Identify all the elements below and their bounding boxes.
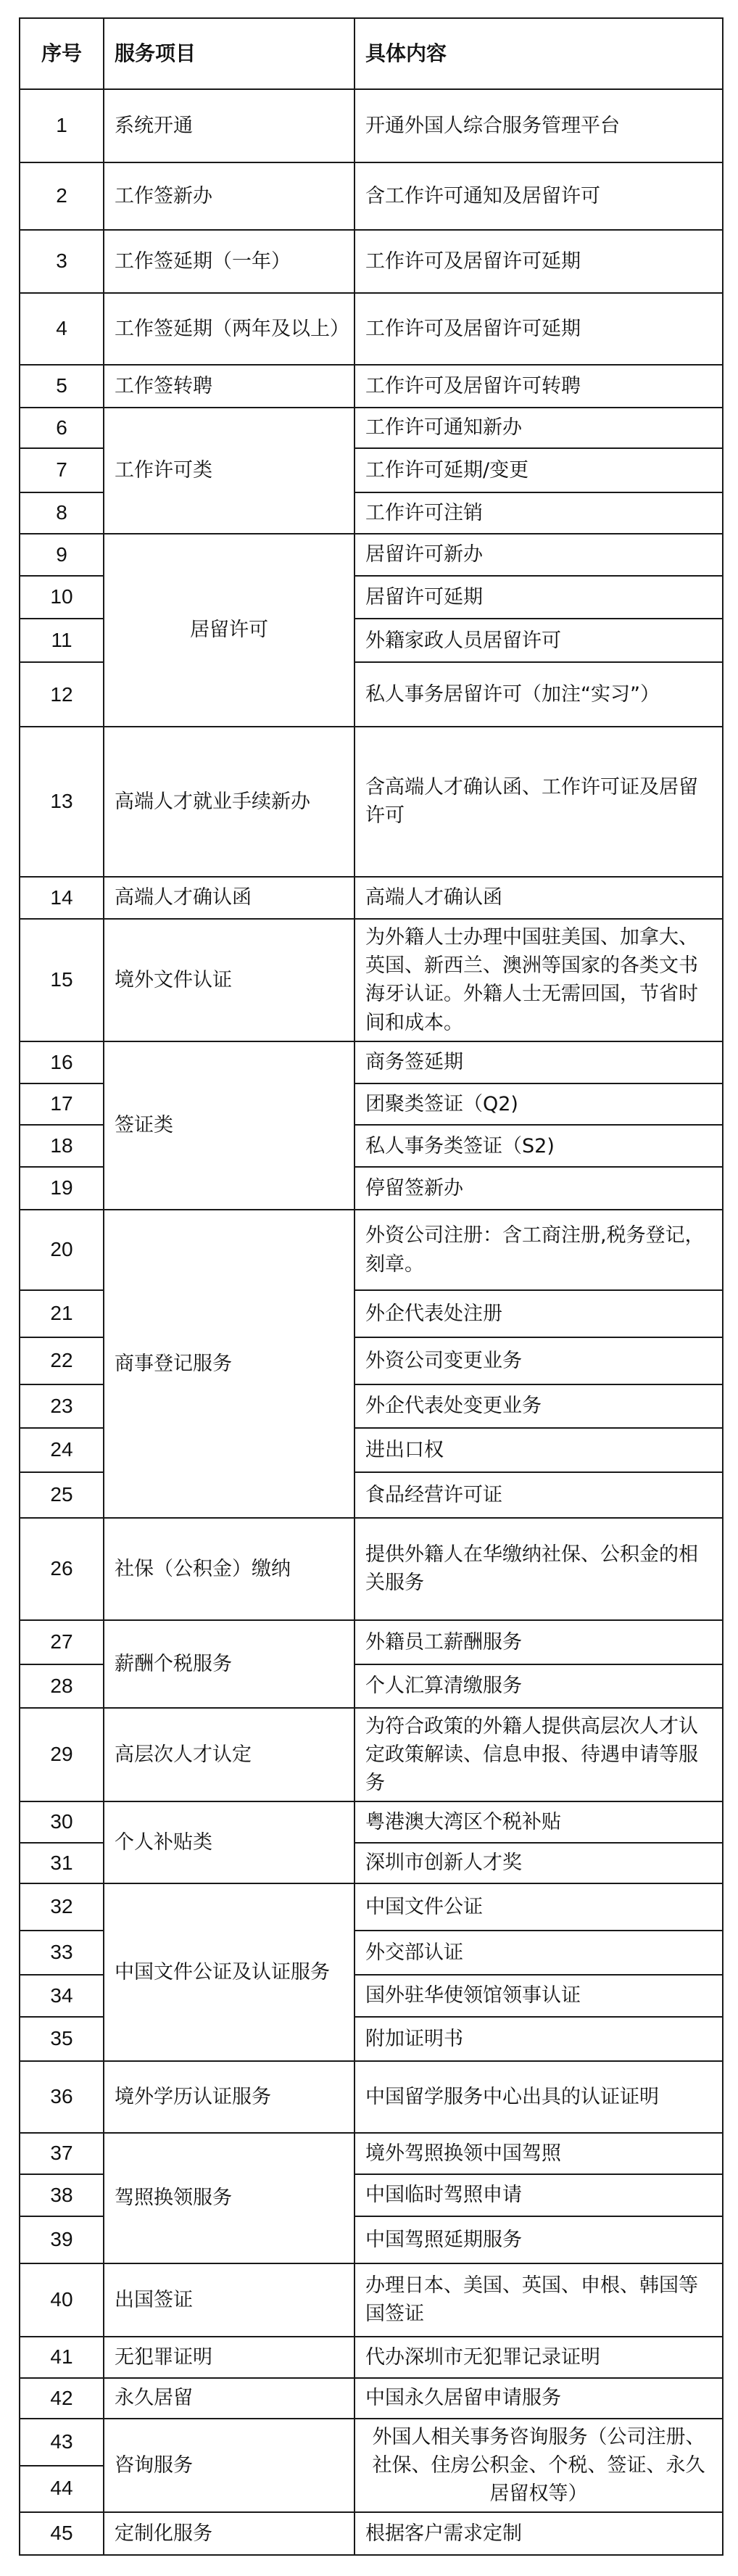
row-number: 29 bbox=[20, 1708, 104, 1801]
service-item: 高端人才就业手续新办 bbox=[104, 727, 355, 876]
service-item: 出国签证 bbox=[104, 2263, 355, 2337]
service-item: 驾照换领服务 bbox=[104, 2133, 355, 2263]
service-item: 定制化服务 bbox=[104, 2512, 355, 2555]
table-row bbox=[20, 408, 723, 449]
service-content: 工作许可及居留许可延期 bbox=[355, 230, 723, 293]
table-row bbox=[20, 293, 723, 365]
row-number: 39 bbox=[20, 2216, 104, 2263]
service-content: 附加证明书 bbox=[355, 2017, 723, 2061]
table-row bbox=[20, 727, 723, 876]
row-number: 13 bbox=[20, 727, 104, 876]
service-content: 进出口权 bbox=[355, 1428, 723, 1472]
service-content: 含工作许可通知及居留许可 bbox=[355, 162, 723, 230]
service-content: 私人事务居留许可（加注“实习”） bbox=[355, 662, 723, 727]
service-content: 工作许可通知新办 bbox=[355, 408, 723, 449]
service-item: 工作签转聘 bbox=[104, 365, 355, 408]
table-row bbox=[20, 2378, 723, 2419]
service-content: 外企代表处变更业务 bbox=[355, 1384, 723, 1429]
service-content: 工作许可注销 bbox=[355, 492, 723, 534]
row-number: 12 bbox=[20, 662, 104, 727]
header-service: 服务项目 bbox=[104, 18, 355, 89]
service-content: 中国驾照延期服务 bbox=[355, 2216, 723, 2263]
row-number: 28 bbox=[20, 1664, 104, 1709]
service-item: 工作签新办 bbox=[104, 162, 355, 230]
service-content: 外国人相关事务咨询服务（公司注册、社保、住房公积金、个税、签证、永久居留权等） bbox=[355, 2419, 723, 2512]
row-number: 33 bbox=[20, 1931, 104, 1975]
row-number: 35 bbox=[20, 2017, 104, 2061]
service-content: 外籍家政人员居留许可 bbox=[355, 619, 723, 663]
service-content: 外资公司注册：含工商注册,税务登记，刻章。 bbox=[355, 1210, 723, 1290]
service-item: 工作许可类 bbox=[104, 408, 355, 534]
row-number: 41 bbox=[20, 2337, 104, 2378]
row-number: 10 bbox=[20, 576, 104, 619]
header-content: 具体内容 bbox=[355, 18, 723, 89]
row-number: 5 bbox=[20, 365, 104, 408]
row-number: 26 bbox=[20, 1518, 104, 1621]
row-number: 32 bbox=[20, 1883, 104, 1931]
service-content: 中国文件公证 bbox=[355, 1883, 723, 1931]
row-number: 24 bbox=[20, 1428, 104, 1472]
row-number: 14 bbox=[20, 877, 104, 920]
table-row bbox=[20, 2263, 723, 2337]
service-content: 深圳市创新人才奖 bbox=[355, 1843, 723, 1884]
service-content: 工作许可延期/变更 bbox=[355, 448, 723, 492]
service-item: 个人补贴类 bbox=[104, 1801, 355, 1883]
service-content: 含高端人才确认函、工作许可证及居留许可 bbox=[355, 727, 723, 876]
row-number: 3 bbox=[20, 230, 104, 293]
row-number: 34 bbox=[20, 1975, 104, 2018]
service-item: 境外文件认证 bbox=[104, 919, 355, 1041]
table-row bbox=[20, 2337, 723, 2378]
service-content: 停留签新办 bbox=[355, 1167, 723, 1210]
row-number: 19 bbox=[20, 1167, 104, 1210]
table-row bbox=[20, 89, 723, 162]
row-number: 45 bbox=[20, 2512, 104, 2555]
service-content: 食品经营许可证 bbox=[355, 1472, 723, 1518]
service-item: 高层次人才认定 bbox=[104, 1708, 355, 1801]
table-row bbox=[20, 162, 723, 230]
table-row bbox=[20, 1801, 723, 1843]
service-content: 商务签延期 bbox=[355, 1041, 723, 1084]
service-content: 外资公司变更业务 bbox=[355, 1337, 723, 1384]
table-row bbox=[20, 2419, 723, 2465]
row-number: 36 bbox=[20, 2061, 104, 2133]
service-content: 工作许可及居留许可转聘 bbox=[355, 365, 723, 408]
row-number: 20 bbox=[20, 1210, 104, 1290]
service-content: 外企代表处注册 bbox=[355, 1290, 723, 1337]
row-number: 17 bbox=[20, 1083, 104, 1125]
row-number: 31 bbox=[20, 1843, 104, 1884]
row-number: 8 bbox=[20, 492, 104, 534]
service-content: 中国临时驾照申请 bbox=[355, 2174, 723, 2217]
row-number: 4 bbox=[20, 293, 104, 365]
row-number: 16 bbox=[20, 1041, 104, 1084]
row-number: 37 bbox=[20, 2133, 104, 2174]
service-content: 根据客户需求定制 bbox=[355, 2512, 723, 2555]
service-item: 工作签延期（一年） bbox=[104, 230, 355, 293]
row-number: 22 bbox=[20, 1337, 104, 1384]
row-number: 42 bbox=[20, 2378, 104, 2419]
table-row bbox=[20, 1620, 723, 1664]
row-number: 18 bbox=[20, 1125, 104, 1168]
row-number: 43 bbox=[20, 2419, 104, 2465]
service-item: 签证类 bbox=[104, 1041, 355, 1210]
row-number: 30 bbox=[20, 1801, 104, 1843]
row-number: 23 bbox=[20, 1384, 104, 1429]
row-number: 1 bbox=[20, 89, 104, 162]
service-content: 团聚类签证（Q2) bbox=[355, 1083, 723, 1125]
row-number: 11 bbox=[20, 619, 104, 663]
service-content: 高端人才确认函 bbox=[355, 877, 723, 920]
row-number: 6 bbox=[20, 408, 104, 449]
row-number: 38 bbox=[20, 2174, 104, 2217]
table-row bbox=[20, 2061, 723, 2133]
service-content: 外交部认证 bbox=[355, 1931, 723, 1975]
service-item: 中国文件公证及认证服务 bbox=[104, 1883, 355, 2061]
service-content: 私人事务类签证（S2) bbox=[355, 1125, 723, 1168]
service-content: 工作许可及居留许可延期 bbox=[355, 293, 723, 365]
service-item: 咨询服务 bbox=[104, 2419, 355, 2512]
row-number: 40 bbox=[20, 2263, 104, 2337]
service-item: 居留许可 bbox=[104, 534, 355, 727]
row-number: 27 bbox=[20, 1620, 104, 1664]
service-content: 为外籍人士办理中国驻美国、加拿大、英国、新西兰、澳洲等国家的各类文书海牙认证。外籍人士无需回国，节省时间和成本。 bbox=[355, 919, 723, 1041]
table-row bbox=[20, 2133, 723, 2174]
header-row bbox=[20, 18, 723, 89]
table-row bbox=[20, 919, 723, 1041]
service-item: 境外学历认证服务 bbox=[104, 2061, 355, 2133]
service-item: 高端人才确认函 bbox=[104, 877, 355, 920]
service-content: 国外驻华使领馆领事认证 bbox=[355, 1975, 723, 2018]
table-row bbox=[20, 365, 723, 408]
table-row bbox=[20, 534, 723, 577]
service-content: 为符合政策的外籍人提供高层次人才认定政策解读、信息申报、待遇申请等服务 bbox=[355, 1708, 723, 1801]
service-content: 外籍员工薪酬服务 bbox=[355, 1620, 723, 1664]
service-item: 无犯罪证明 bbox=[104, 2337, 355, 2378]
table-row bbox=[20, 877, 723, 920]
table-row bbox=[20, 2512, 723, 2555]
row-number: 9 bbox=[20, 534, 104, 577]
table-row bbox=[20, 1210, 723, 1290]
service-item: 系统开通 bbox=[104, 89, 355, 162]
header-number: 序号 bbox=[20, 18, 104, 89]
service-content: 居留许可延期 bbox=[355, 576, 723, 619]
service-item: 薪酬个税服务 bbox=[104, 1620, 355, 1708]
table-row bbox=[20, 1518, 723, 1621]
table-row bbox=[20, 1708, 723, 1801]
service-content: 居留许可新办 bbox=[355, 534, 723, 577]
table-row bbox=[20, 1041, 723, 1084]
service-content: 中国永久居留申请服务 bbox=[355, 2378, 723, 2419]
table-row bbox=[20, 230, 723, 293]
service-content: 中国留学服务中心出具的认证证明 bbox=[355, 2061, 723, 2133]
row-number: 21 bbox=[20, 1290, 104, 1337]
row-number: 7 bbox=[20, 448, 104, 492]
service-content: 境外驾照换领中国驾照 bbox=[355, 2133, 723, 2174]
service-item: 商事登记服务 bbox=[104, 1210, 355, 1518]
service-content: 提供外籍人在华缴纳社保、公积金的相关服务 bbox=[355, 1518, 723, 1621]
row-number: 25 bbox=[20, 1472, 104, 1518]
table-row bbox=[20, 1883, 723, 1931]
service-content: 代办深圳市无犯罪记录证明 bbox=[355, 2337, 723, 2378]
row-number: 15 bbox=[20, 919, 104, 1041]
row-number: 44 bbox=[20, 2466, 104, 2512]
service-content: 粤港澳大湾区个税补贴 bbox=[355, 1801, 723, 1843]
service-content: 个人汇算清缴服务 bbox=[355, 1664, 723, 1709]
service-item: 工作签延期（两年及以上） bbox=[104, 293, 355, 365]
row-number: 2 bbox=[20, 162, 104, 230]
service-content: 开通外国人综合服务管理平台 bbox=[355, 89, 723, 162]
service-table bbox=[19, 17, 724, 2556]
service-item: 永久居留 bbox=[104, 2378, 355, 2419]
service-content: 办理日本、美国、英国、申根、韩国等国签证 bbox=[355, 2263, 723, 2337]
service-item: 社保（公积金）缴纳 bbox=[104, 1518, 355, 1621]
